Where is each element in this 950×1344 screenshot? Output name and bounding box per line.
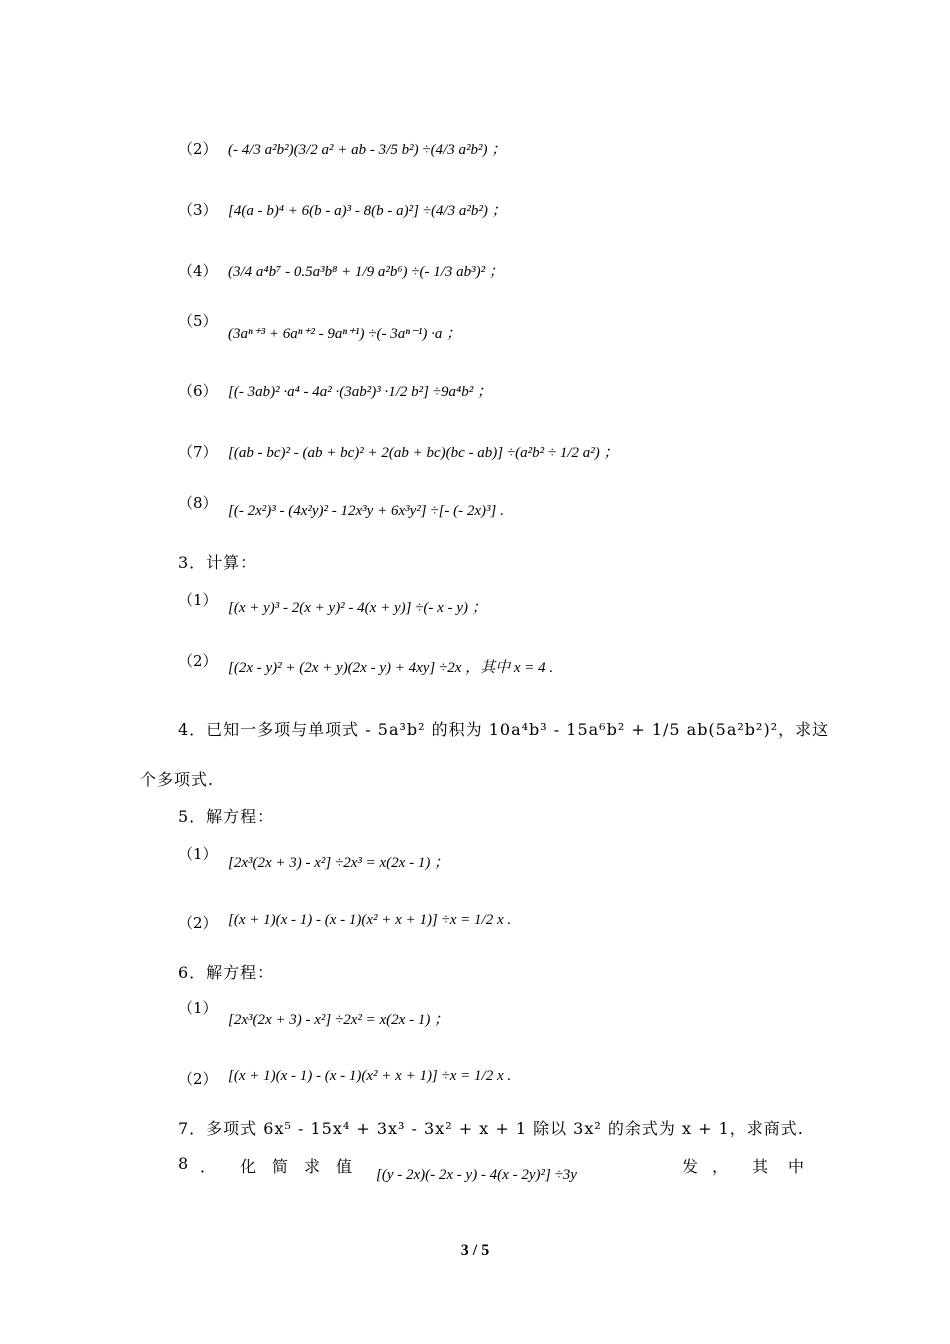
section-8-word-1: 化	[240, 1157, 257, 1176]
section-6-2-expression: [(x + 1)(x - 1) - (x - 1)(x² + x + 1)] ÷x = 1/2 x .	[228, 1068, 512, 1084]
problem-2-4-expression: (3/4 a⁴b⁷ - 0.5a³b⁸ + 1/9 a²b⁶) ÷(- 1/3 ab³)² ；	[228, 264, 504, 280]
problem-2-7-label: （7）	[178, 443, 218, 461]
page-number: 3 / 5	[460, 1242, 490, 1259]
section-8-expression: [(y - 2x)(- 2x - y) - 4(x - 2y)²] ÷3y	[376, 1167, 577, 1183]
section-3-title: 3．计算：	[178, 553, 258, 572]
section-4-line2: 个多项式.	[140, 770, 215, 789]
problem-2-8-expression: [(- 2x²)³ - (4x²y)² - 12x³y + 6x³y²] ÷[- (- 2x)³] .	[228, 503, 504, 519]
problem-2-2-expression: (- 4/3 a²b²)(3/2 a² + ab - 3/5 b²) ÷(4/3 a²b²) ；	[228, 142, 507, 158]
section-8-word-2: 简	[272, 1157, 289, 1176]
problem-2-5-expression: (3aⁿ⁺³ + 6aⁿ⁺² - 9aⁿ⁺¹) ÷(- 3aⁿ⁻¹) ·a ；	[228, 326, 462, 342]
section-6-2-label: （2）	[178, 1070, 218, 1088]
problem-2-6-expression: [(- 3ab)² ·a⁴ - 4a² ·(3ab²)³ ·1/2 b²] ÷9a⁴b² ；	[228, 384, 492, 400]
section-6-1-label: （1）	[178, 999, 218, 1017]
section-5-title: 5．解方程：	[178, 807, 275, 826]
problem-2-8-label: （8）	[178, 494, 218, 512]
section-5-2-expression: [(x + 1)(x - 1) - (x - 1)(x² + x + 1)] ÷x = 1/2 x .	[228, 912, 512, 928]
section-8-comma: ，	[712, 1157, 729, 1176]
section-8-dot: ．	[200, 1157, 217, 1176]
section-6-1-expression: [2x³(2x + 3) - x²] ÷2x² = x(2x - 1) ；	[228, 1012, 450, 1028]
problem-2-5-label: （5）	[178, 312, 218, 330]
section-3-2-expression: [(2x - y)² + (2x + y)(2x - y) + 4xy] ÷2x ，其中 x = 4 .	[228, 660, 554, 676]
section-5-1-label: （1）	[178, 845, 218, 863]
section-8-word-4: 值	[336, 1157, 353, 1176]
section-4-line1: 4．已知一多项与单项式 - 5a³b² 的积为 10a⁴b³ - 15a⁶b² + 1/5 ab(5a²b²)²，求这	[178, 720, 830, 739]
problem-2-6-label: （6）	[178, 382, 218, 400]
section-5-2-label: （2）	[178, 914, 218, 932]
section-5-1-expression: [2x³(2x + 3) - x²] ÷2x³ = x(2x - 1) ；	[228, 855, 450, 871]
problem-2-4-label: （4）	[178, 262, 218, 280]
problem-2-3-expression: [4(a - b)⁴ + 6(b - a)³ - 8(b - a)²] ÷(4/3 a²b²) ；	[228, 203, 507, 219]
section-3-1-expression: [(x + y)³ - 2(x + y)² - 4(x + y)] ÷(- x - y) ；	[228, 600, 487, 616]
problem-2-7-expression: [(ab - bc)² - (ab + bc)² + 2(ab + bc)(bc - ab)] ÷(a²b² ÷ 1/2 a²) ；	[228, 445, 619, 461]
problem-2-3-label: （3）	[178, 201, 218, 219]
section-8-word-7: 中	[788, 1157, 805, 1176]
section-3-2-label: （2）	[178, 652, 218, 670]
section-8-word-3: 求	[304, 1157, 321, 1176]
problem-2-2-label: （2）	[178, 140, 218, 158]
section-6-title: 6．解方程：	[178, 963, 275, 982]
section-8-word-5: 发	[682, 1157, 699, 1176]
section-8-word-6: 其	[752, 1157, 769, 1176]
section-8-number: 8	[178, 1154, 189, 1173]
section-7-text: 7．多项式 6x⁵ - 15x⁴ + 3x³ - 3x² + x + 1 除以 3x² 的余式为 x + 1，求商式.	[178, 1119, 804, 1138]
section-3-1-label: （1）	[178, 591, 218, 609]
